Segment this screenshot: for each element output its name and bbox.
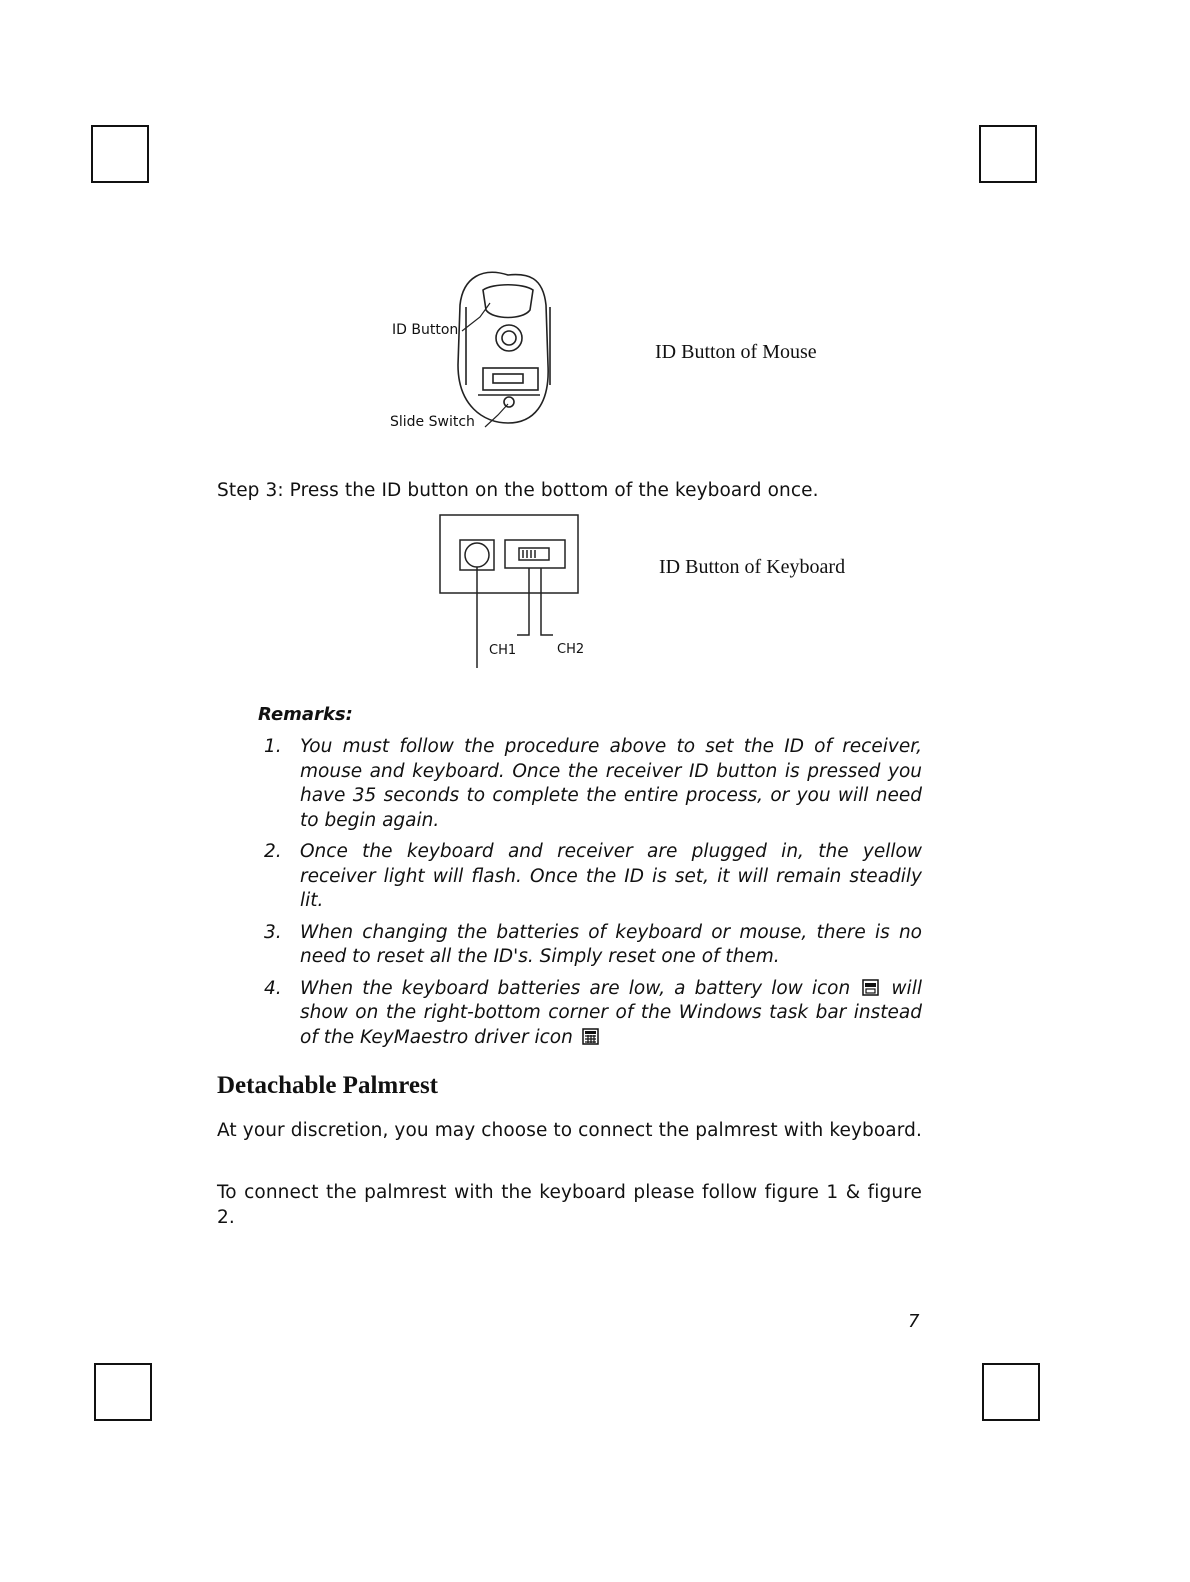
- id-button-label: ID Button: [392, 322, 459, 338]
- remark-text: You must follow the procedure above to set the ID of receiver, mouse and keyboard. Once the receiver ID button is pressed you have 35 seconds to complete the entire process, or you will need to begin again.: [300, 736, 922, 831]
- palmrest-paragraph-1: At your discretion, you may choose to connect the palmrest with keyboard.: [217, 1120, 922, 1141]
- remarks-heading: Remarks:: [258, 704, 353, 725]
- palmrest-paragraph-2: To connect the palmrest with the keyboard please follow figure 1 & figure 2.: [217, 1182, 922, 1228]
- remark-item-1: [258, 735, 922, 833]
- remark-text: Once the keyboard and receiver are plugged in, the yellow receiver light will flash. Once the ID is set, it will remain steadily lit.: [300, 841, 922, 911]
- remark-number: 2.: [264, 841, 282, 862]
- keymaestro-driver-icon: [582, 1028, 599, 1045]
- battery-low-icon: [862, 979, 879, 996]
- crop-mark-top-right: [979, 125, 1037, 183]
- remark-item-4: [258, 977, 922, 1051]
- crop-mark-bottom-right: [982, 1363, 1040, 1421]
- remarks-list: [258, 735, 922, 1057]
- ch2-label: CH2: [557, 642, 585, 657]
- remark-item-3: [258, 921, 922, 970]
- remark-number: 4.: [264, 977, 282, 999]
- step-3-text: Step 3: Press the ID button on the bottom of the keyboard once.: [217, 480, 819, 501]
- remark-text: When changing the batteries of keyboard or mouse, there is no need to reset all the ID's. Simply reset one of them.: [300, 921, 922, 967]
- remark-item-2: [258, 840, 922, 914]
- palmrest-heading: Detachable Palmrest: [217, 1072, 439, 1099]
- remark-text-b: will show on the right-bottom corner of the Windows task bar instead of the KeyMaestro driver icon: [300, 977, 922, 1048]
- mouse-figure-caption: ID Button of Mouse: [655, 341, 817, 363]
- page-number: 7: [908, 1311, 920, 1332]
- remark-number: 3.: [264, 921, 282, 943]
- remark-text-a: When the keyboard batteries are low, a battery low icon: [300, 977, 851, 999]
- remark-number: 1.: [264, 736, 282, 757]
- ch1-label: CH1: [489, 643, 517, 658]
- slide-switch-label: Slide Switch: [390, 414, 475, 430]
- keyboard-figure-caption: ID Button of Keyboard: [659, 556, 846, 578]
- crop-mark-top-left: [91, 125, 149, 183]
- crop-mark-bottom-left: [94, 1363, 152, 1421]
